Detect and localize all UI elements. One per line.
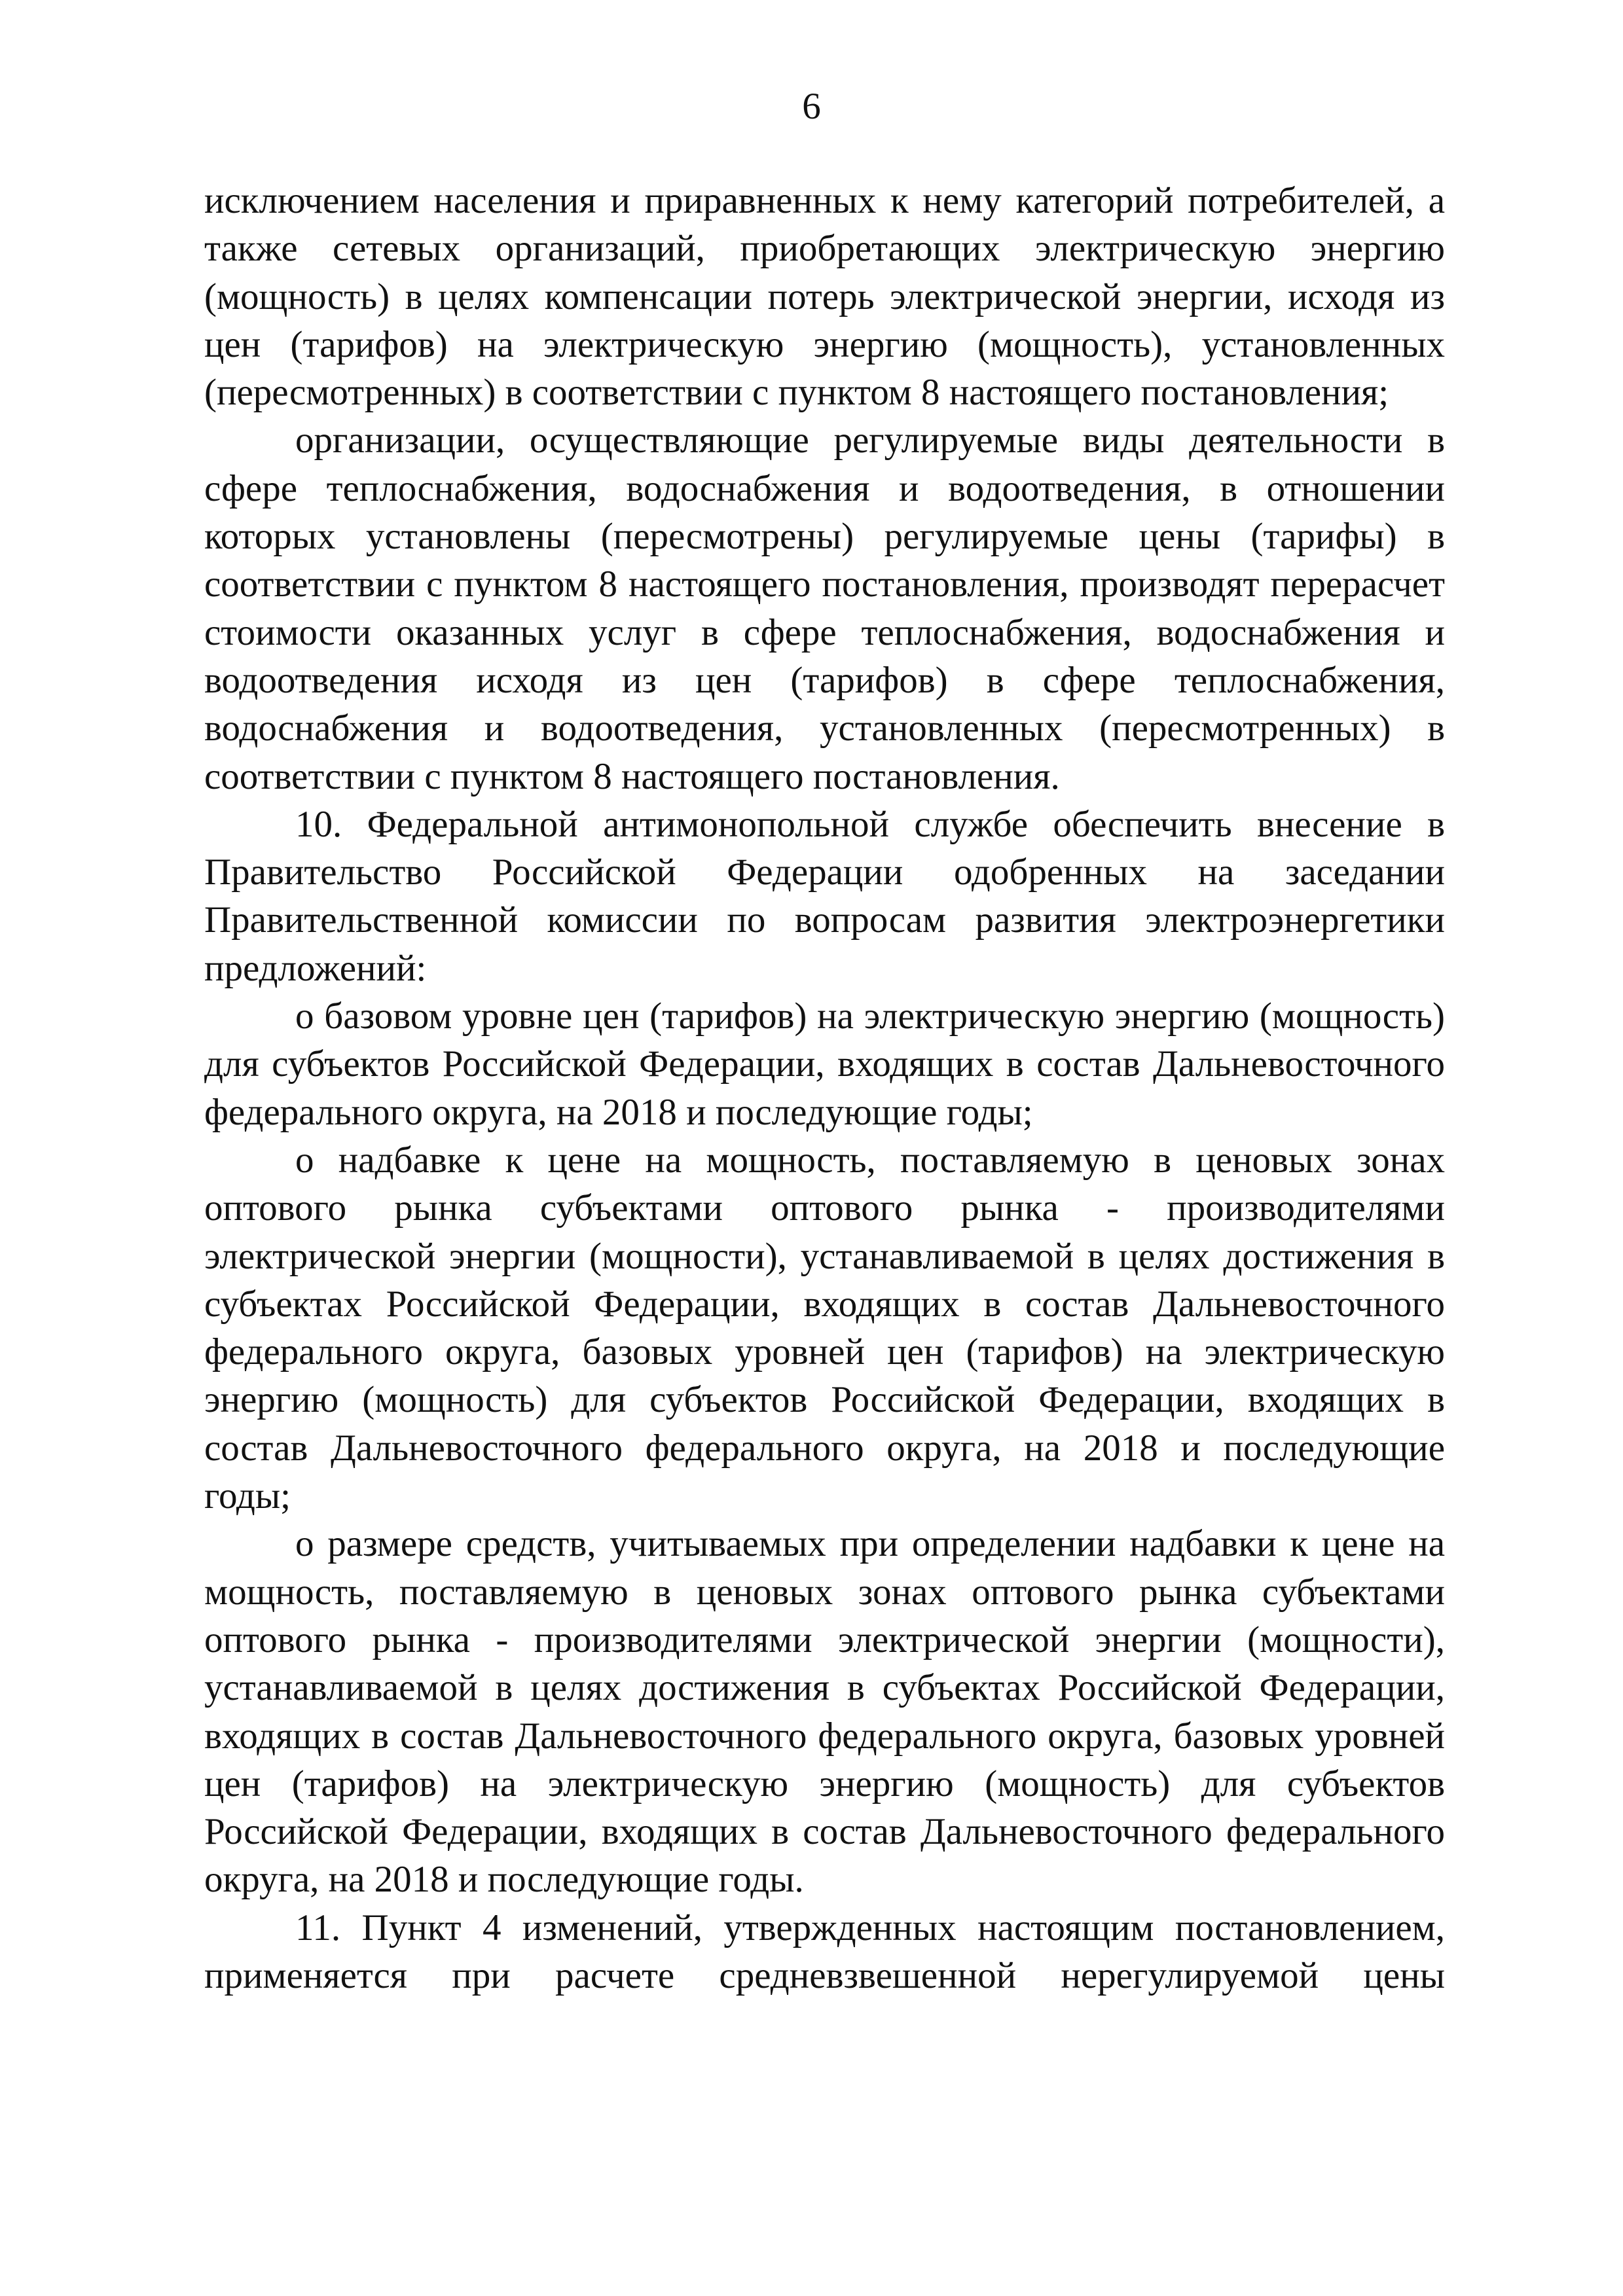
- paragraph-capacity-surcharge: о надбавке к цене на мощность, поставляемую в ценовых зонах оптового рынка субъектами оптового рынка - производителями электрической энергии (мощности), устанавливаемой в целях достижения в субъектах Российской Федерации, входящих в состав Дальневосточного федерального округа, базовых уровней цен (тарифов) на электрическую энергию (мощность) для субъектов Российской Федерации, входящих в состав Дальневосточного федерального округа, на 2018 и последующие годы;: [204, 1139, 1445, 1517]
- paragraph-funds-amount: о размере средств, учитываемых при определении надбавки к цене на мощность, поставляемую в ценовых зонах оптового рынка субъектами оптового рынка - производителями электрической энергии (мощности), устанавливаемой в целях достижения в субъектах Российской Федерации, входящих в состав Дальневосточного федерального округа, базовых уровней цен (тарифов) на электрическую энергию (мощность) для субъектов Российской Федерации, входящих в состав Дальневосточного федерального округа, на 2018 и последующие годы.: [204, 1523, 1445, 1901]
- paragraph-utilities-recalculation: организации, осуществляющие регулируемые виды деятельности в сфере теплоснабжения, водоснабжения и водоотведения, в отношении которых установлены (пересмотрены) регулируемые цены (тарифы) в соответствии с пунктом 8 настоящего постановления, производят перерасчет стоимости оказанных услуг в сфере теплоснабжения, водоснабжения и водоотведения исходя из цен (тарифов) в сфере теплоснабжения, водоснабжения и водоотведения, установленных (пересмотренных) в соответствии с пунктом 8 настоящего постановления.: [204, 420, 1445, 797]
- document-body: [204, 177, 1445, 2000]
- paragraph-continuation: исключением населения и приравненных к нему категорий потребителей, а также сетевых организаций, приобретающих электрическую энергию (мощность) в целях компенсации потерь электрической энергии, исходя из цен (тарифов) на электрическую энергию (мощность), установленных (пересмотренных) в соответствии с пунктом 8 настоящего постановления;: [204, 180, 1445, 414]
- paragraph-base-price-level: о базовом уровне цен (тарифов) на электрическую энергию (мощность) для субъектов Российской Федерации, входящих в состав Дальневосточного федерального округа, на 2018 и последующие годы;: [204, 996, 1445, 1133]
- paragraph-item-11: 11. Пункт 4 изменений, утвержденных настоящим постановлением, применяется при расчете средневзвешенной нерегулируемой цены: [204, 1907, 1445, 1996]
- page-number: 6: [802, 86, 821, 127]
- paragraph-item-10: 10. Федеральной антимонопольной службе обеспечить внесение в Правительство Российской Федерации одобренных на заседании Правительственной комиссии по вопросам развития электроэнергетики предложений:: [204, 803, 1445, 989]
